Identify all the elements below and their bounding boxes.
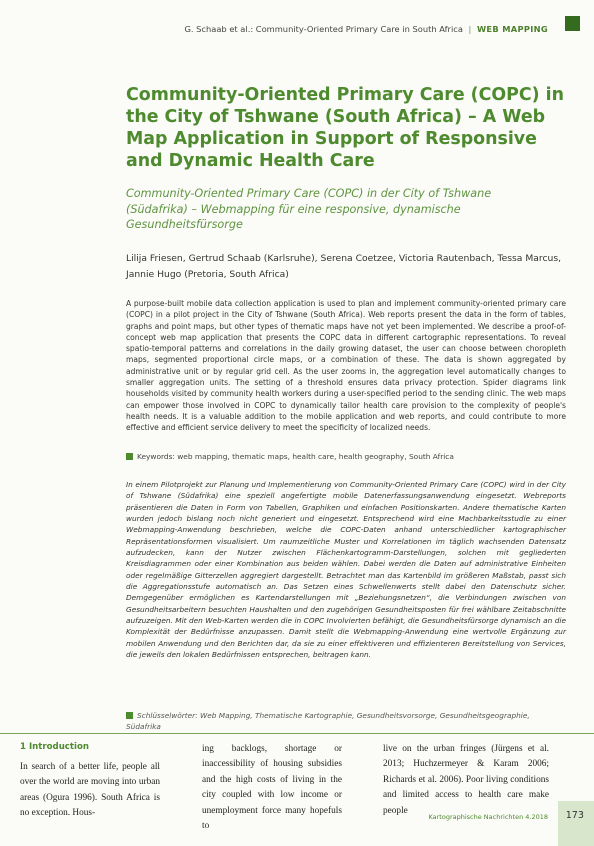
body-column-2: ing backlogs, shortage or inaccessibility of housing subsidies and the high costs of living in the city coupled with low income or unemployment force many hopefuls to: [202, 744, 342, 832]
page-number: 173: [565, 810, 584, 821]
keywords-english: [126, 452, 566, 461]
journal-footer: Kartographische Nachrichten 4.2018: [428, 813, 548, 821]
article-subtitle: Community-Oriented Primary Care (COPC) in der City of Tshwane (Südafrika) – Webmapping für eine responsive, dynamische Gesundheitsfürsorge: [126, 187, 492, 231]
running-header: [60, 24, 548, 34]
section-divider: [0, 733, 594, 734]
keyword-marker: [126, 712, 133, 719]
section-label: WEB MAPPING: [476, 24, 548, 34]
section-marker: [565, 16, 580, 31]
author-list: Lilija Friesen, Gertrud Schaab (Karlsruhe), Serena Coetzee, Victoria Rautenbach, Tessa Marcus, Jannie Hugo (Pretoria, South Africa): [126, 253, 562, 280]
section-heading: 1 Introduction: [20, 742, 89, 752]
running-title: G. Schaab et al.: Community-Oriented Primary Care in South Africa: [184, 24, 463, 34]
page-number-box: [558, 801, 594, 846]
keywords-german: [126, 710, 566, 733]
keywords-english-text: Keywords: web mapping, thematic maps, health care, health geography, South Africa: [137, 452, 454, 461]
body-column-3: live on the urban fringes (Jürgens et al. 2013; Huchzermeyer & Karam 2006; Richards et al. 2006). Poor living conditions and limited access to health care make people: [383, 744, 549, 816]
keywords-german-text: Schlüsselwörter: Web Mapping, Thematische Kartographie, Gesundheitsvorsorge, Gesundheitsgeographie, Südafrika: [126, 711, 530, 732]
article-title: Community-Oriented Primary Care (COPC) in the City of Tshwane (South Africa) – A Web Map Application in Support of Responsive and Dynamic Health Care: [126, 85, 565, 171]
header-separator: |: [468, 24, 472, 34]
keyword-marker: [126, 453, 133, 460]
body-column-1: In search of a better life, people all over the world are moving into urban areas (Ogura 1996). South Africa is no exception. Hous-: [20, 762, 160, 819]
abstract-english: A purpose-built mobile data collection application is used to plan and implement community-oriented primary care (COPC) in a pilot project in the City of Tshwane (South Africa). Web reports present the data in the form of tables, graphs and point maps, but other types of thematic maps have not yet been implemented. We describe a proof-of-concept web map application that presents the COPC data in different cartographic representations. To reveal spatio-temporal patterns and correlations in the daily growing dataset, the user can choose between choropleth maps, segmented proportional circle maps, or a combination of these. The data is shown aggregated by administrative unit or by regular grid cell. As the user zooms in, the aggregation level automatically changes to smaller aggregation units. The setting of a threshold ensures data privacy protection. Spider diagrams link households visited by community health workers during a user-specified period to the sending clinic. The web maps can empower those involved in COPC to dynamically tailor health care provision to the complexity of people's health needs. It is a valuable addition to the mobile application and web reports, and could contribute to more effective and efficient service delivery to meet the specificity of localized needs.: [126, 299, 566, 433]
abstract-german: In einem Pilotprojekt zur Planung und Implementierung von Community-Oriented Primary Care (COPC) wird in der City of Tshwane (Südafrika) eine speziell angefertigte mobile Datenerfassungsanwendung eingesetzt. Webreports präsentieren die Daten in Form von Tabellen, Graphiken und einfachen Positionskarten. Andere thematische Karten wurden jedoch bislang noch nicht generiert und eingesetzt. Entsprechend wird eine Machbarkeitsstudie zu einer Webmapping-Anwendung beschrieben, welche die COPC-Daten anhand unterschiedlicher kartographischer Repräsentationsformen visualisiert. Um raumzeitliche Muster und Korrelationen im täglich wachsenden Datensatz aufzudecken, kann der Nutzer zwischen Flächenkartogramm-Darstellungen, solchen mit gegliederten Kreisdiagrammen oder einer Kombination aus beiden wählen. Dabei werden die Daten auf administrative Einheiten oder regelmäßige Gitterzellen aggregiert dargestellt. Betrachtet man das Kartenbild im größeren Maßstab, passt sich die Aggregationsstufe automatisch an. Das Setzen eines Schwellenwerts stellt dabei den Datenschutz sicher. Demgegenüber ermöglichen es Kartendarstellungen mit „Beziehungsnetzen“, die Verbindungen zwischen von Gesundheitsarbeitern besuchten Haushalten und den zugehörigen Gesundheitsposten für frei wählbare Zeitabschnitte aufzuzeigen. Mit den Web-Karten werden die in COPC Involvierten befähigt, die Gesundheitsfürsorge dynamisch an die Komplexität der Bedürfnisse anzupassen. Damit stellt die Webmapping-Anwendung eine wertvolle Ergänzung zur mobilen Anwendung und den Berichten dar, da sie zu einer effektiveren und effizienteren Bereitstellung von Services, die jeweils den lokalen Bedürfnissen entsprechen, beitragen kann.: [126, 480, 566, 660]
